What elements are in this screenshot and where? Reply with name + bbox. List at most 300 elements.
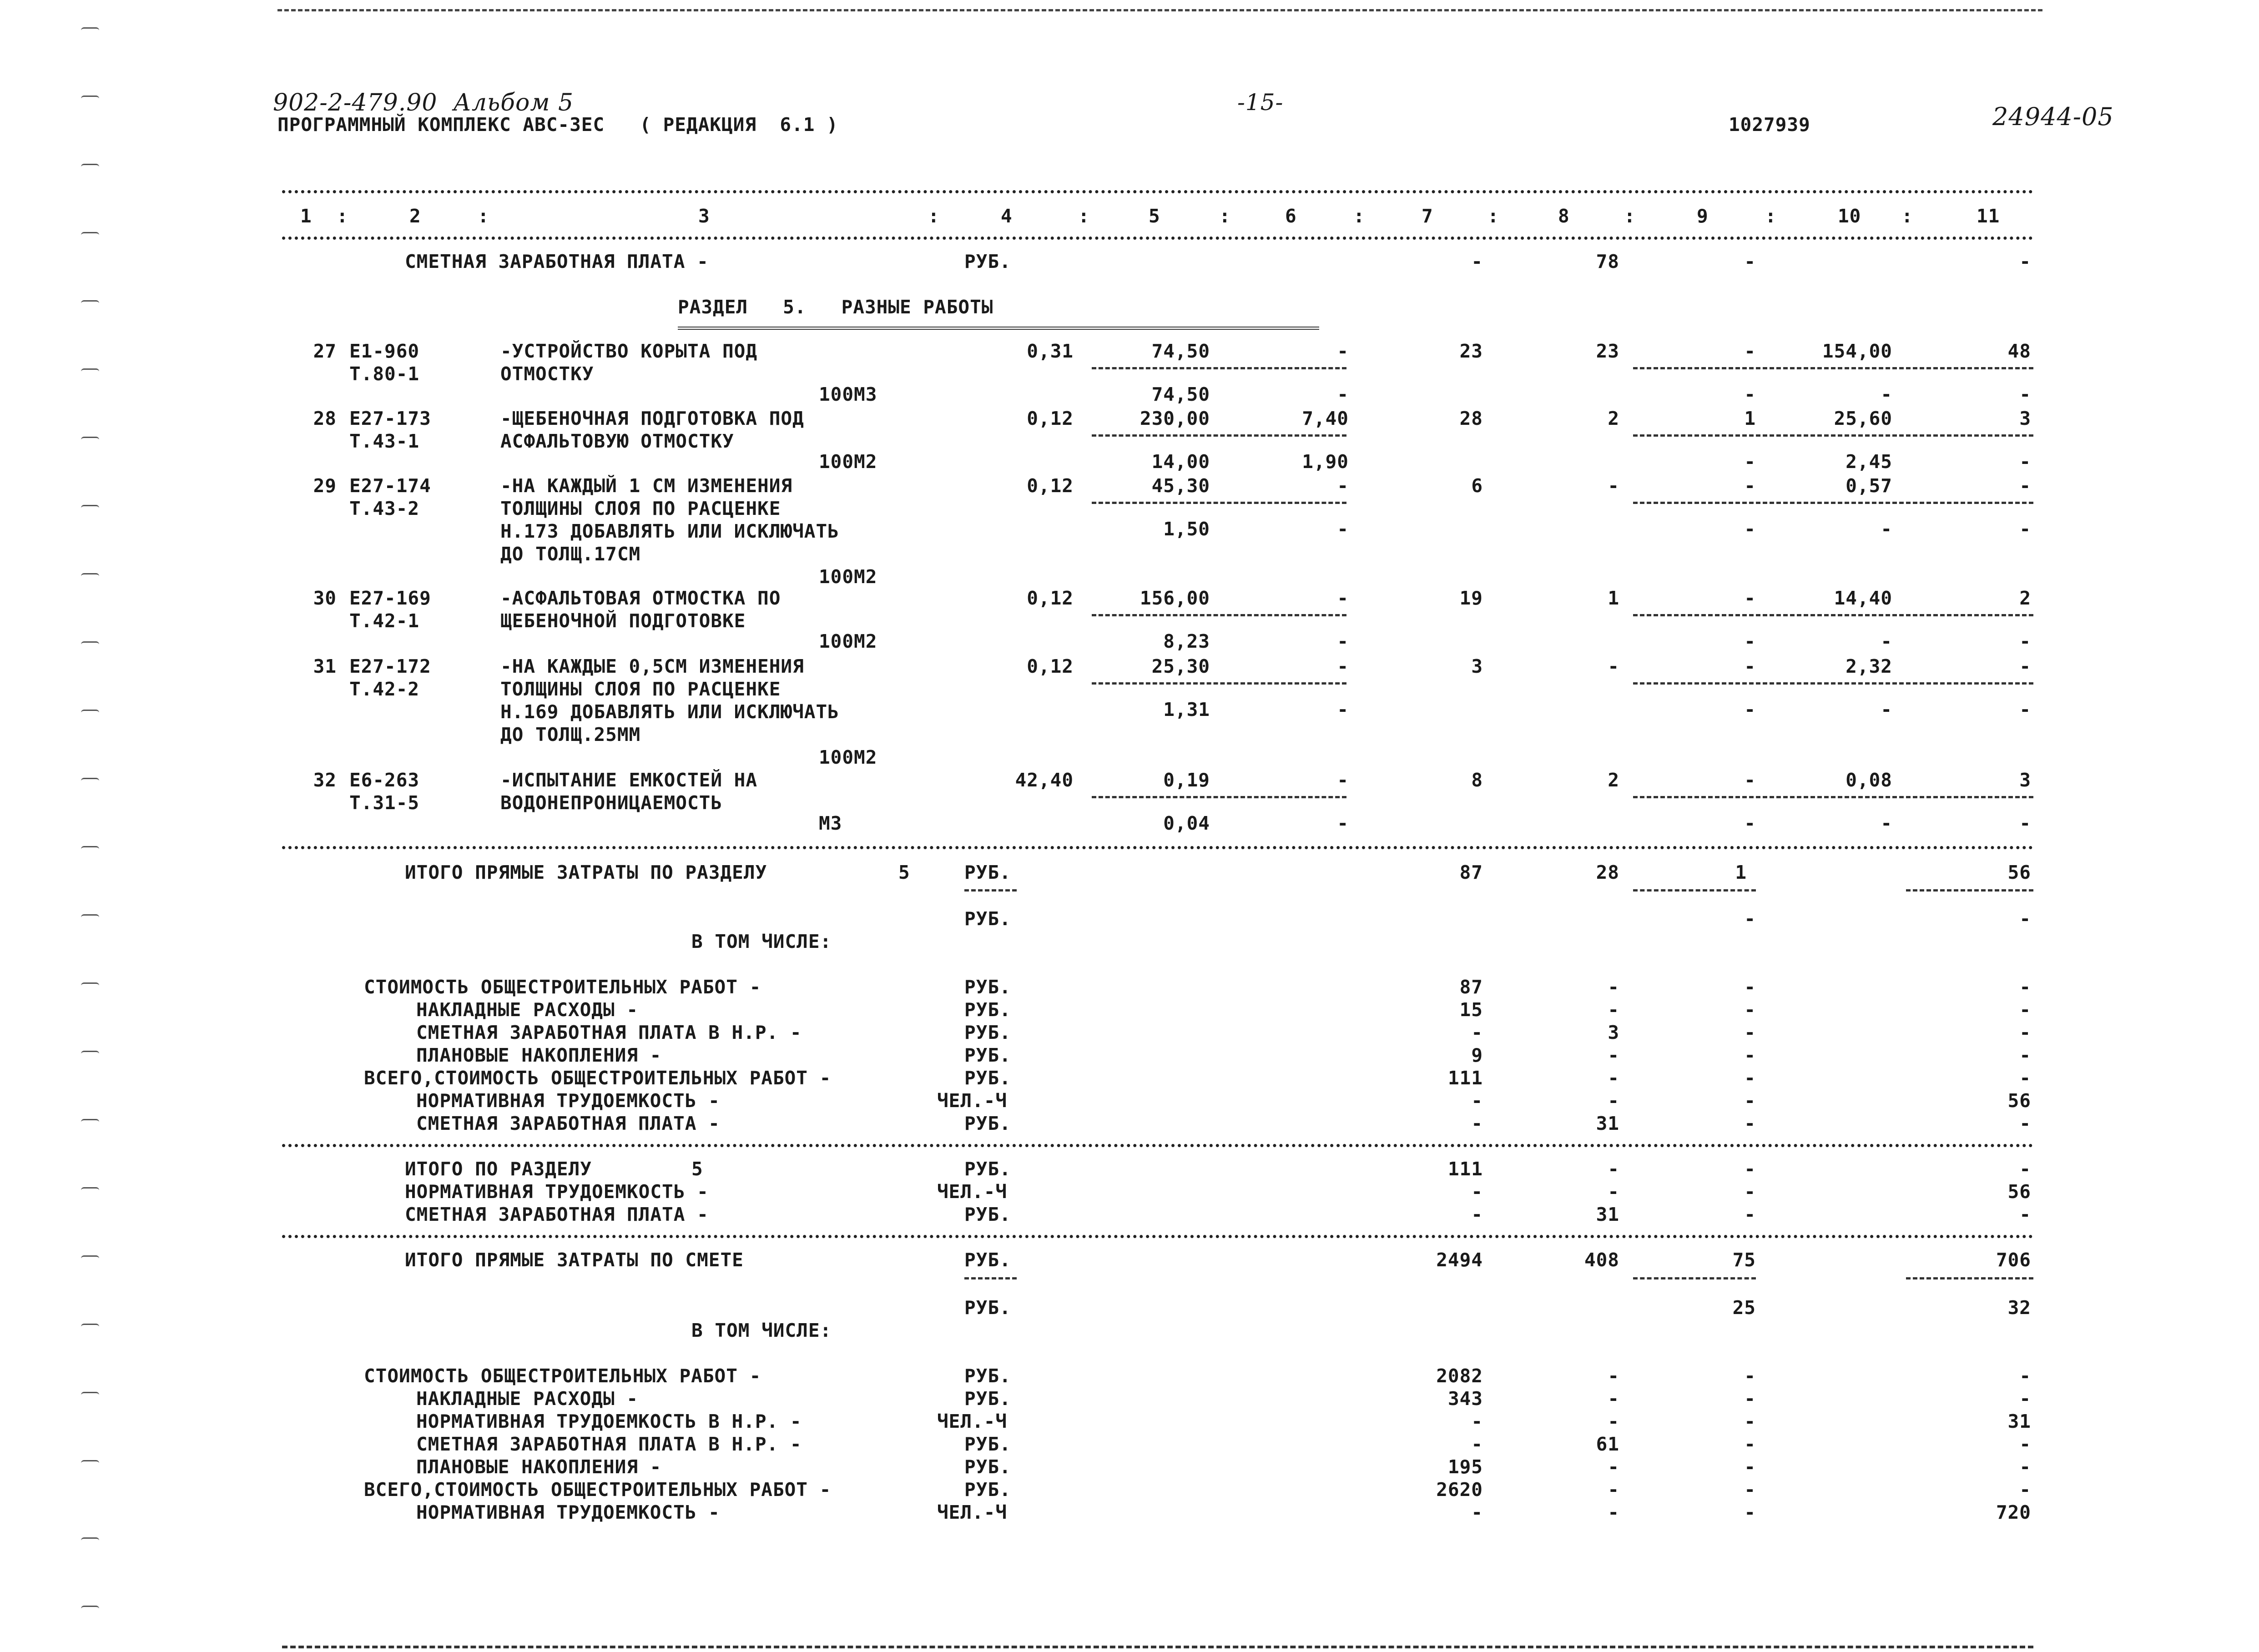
section-breakdown-c11: -	[2019, 999, 2031, 1021]
rule-after-items	[282, 846, 2033, 849]
rule-section-itogo	[282, 1144, 2033, 1147]
item-c5: 25,30	[1151, 655, 1210, 677]
estimate-breakdown-c8: 61	[1596, 1433, 1619, 1455]
section-breakdown-c11: -	[2019, 976, 2031, 998]
section-breakdown-c11: -	[2019, 1067, 2031, 1089]
section-breakdown-c8: -	[1608, 1090, 1619, 1112]
item-c5-sub: 1,31	[1163, 699, 1210, 720]
column-number: 9	[1697, 205, 1709, 227]
estimate-breakdown-label: ВСЕГО,СТОИМОСТЬ ОБЩЕСТРОИТЕЛЬНЫХ РАБОТ -	[364, 1479, 832, 1501]
section-breakdown-c9: -	[1744, 1113, 1756, 1134]
estimate-direct-c8: 408	[1584, 1249, 1619, 1271]
estimate-direct-unit: РУБ.	[964, 1249, 1011, 1271]
item-unit: 100М2	[819, 746, 877, 768]
item-sub-divider	[1092, 682, 1346, 685]
column-number: 3	[698, 205, 710, 227]
item-c10: 25,60	[1834, 408, 1892, 429]
column-number: 2	[409, 205, 421, 227]
section-breakdown-label: ПЛАНОВЫЕ НАКОПЛЕНИЯ -	[416, 1044, 662, 1066]
section-itogo-c7: -	[1471, 1181, 1483, 1203]
section-breakdown-c8: -	[1608, 1067, 1619, 1089]
item-description: -НА КАЖДЫЙ 1 СМ ИЗМЕНЕНИЯ	[500, 475, 793, 497]
item-number: 31	[313, 655, 337, 677]
section-itogo-c7: -	[1471, 1204, 1483, 1225]
carry-c8: 78	[1596, 251, 1619, 272]
estimate-breakdown-c7: 2082	[1436, 1365, 1483, 1387]
section-breakdown-c9: -	[1744, 1090, 1756, 1112]
section-breakdown-unit: РУБ.	[964, 999, 1011, 1021]
section-itogo-c7: 111	[1447, 1158, 1483, 1180]
column-separator: :	[1488, 205, 1499, 227]
estimate-breakdown-unit: РУБ.	[964, 1365, 1011, 1387]
item-c6-sub: -	[1337, 383, 1349, 405]
margin-scan-mark	[81, 232, 99, 235]
item-unit: 100М2	[819, 451, 877, 473]
section-breakdown-c9: -	[1744, 999, 1756, 1021]
estimate-breakdown-c11: -	[2019, 1365, 2031, 1387]
item-c10: 0,08	[1846, 769, 1892, 791]
bottom-scan-line	[282, 1646, 2033, 1648]
margin-scan-mark	[81, 1324, 99, 1327]
item-c5-sub: 14,00	[1151, 451, 1210, 473]
section-breakdown-c11: -	[2019, 1113, 2031, 1134]
item-description: ВОДОНЕПРОНИЦАЕМОСТЬ	[500, 792, 722, 814]
estimate-direct-c11: 706	[1996, 1249, 2031, 1271]
item-c10-sub: -	[1881, 699, 1892, 720]
item-c9-sub: -	[1744, 630, 1756, 652]
estimate-breakdown-unit: РУБ.	[964, 1433, 1011, 1455]
column-number: 10	[1838, 205, 1861, 227]
estimate-direct-unit-2: РУБ.	[964, 1297, 1011, 1319]
item-description: -УСТРОЙСТВО КОРЫТА ПОД	[500, 340, 758, 362]
item-c6: -	[1337, 587, 1349, 609]
item-c5: 45,30	[1151, 475, 1210, 497]
item-table-ref: Т.80-1	[349, 363, 420, 385]
section-breakdown-unit: РУБ.	[964, 976, 1011, 998]
section-breakdown-label: СТОИМОСТЬ ОБЩЕСТРОИТЕЛЬНЫХ РАБОТ -	[364, 976, 761, 998]
item-number: 30	[313, 587, 337, 609]
column-separator: :	[1901, 205, 1913, 227]
estimate-breakdown-c7: 343	[1447, 1388, 1483, 1410]
item-c6-sub: -	[1337, 518, 1349, 540]
margin-scan-mark	[81, 846, 99, 849]
section-breakdown-label: СМЕТНАЯ ЗАРАБОТНАЯ ПЛАТА В Н.Р. -	[416, 1022, 802, 1043]
column-number: 1	[300, 205, 312, 227]
item-quantity: 0,12	[1027, 587, 1074, 609]
section-breakdown-c7: -	[1471, 1022, 1483, 1043]
estimate-breakdown-unit: РУБ.	[964, 1388, 1011, 1410]
item-c8: 2	[1608, 408, 1619, 429]
estimate-breakdown-unit: РУБ.	[964, 1479, 1011, 1501]
item-c5: 156,00	[1140, 587, 1210, 609]
item-sub-divider	[1092, 502, 1346, 504]
column-number: 4	[1001, 205, 1013, 227]
column-number: 11	[1977, 205, 2000, 227]
estimate-direct-c9-sub: 25	[1732, 1297, 1756, 1319]
rule-top	[282, 190, 2033, 193]
item-c11-sub: -	[2019, 699, 2031, 720]
section-itogo-row-label: СМЕТНАЯ ЗАРАБОТНАЯ ПЛАТА -	[405, 1204, 709, 1225]
item-c10-sub: 2,45	[1846, 451, 1892, 473]
item-c5-sub: 1,50	[1163, 518, 1210, 540]
section-itogo-unit: РУБ.	[964, 1158, 1011, 1180]
item-c5: 0,19	[1163, 769, 1210, 791]
section-breakdown-c8: -	[1608, 999, 1619, 1021]
section-breakdown-c11: 56	[2007, 1090, 2031, 1112]
estimate-breakdown-c9: -	[1744, 1456, 1756, 1478]
item-c5-sub: 0,04	[1163, 812, 1210, 834]
item-c10: 2,32	[1846, 655, 1892, 677]
estimate-breakdown-c8: -	[1608, 1388, 1619, 1410]
item-c9-sub: -	[1744, 518, 1756, 540]
estimate-breakdown-label: СМЕТНАЯ ЗАРАБОТНАЯ ПЛАТА В Н.Р. -	[416, 1433, 802, 1455]
item-description: Н.169 ДОБАВЛЯТЬ ИЛИ ИСКЛЮЧАТЬ	[500, 701, 839, 723]
item-code: Е27-173	[349, 408, 431, 429]
section-breakdown-unit: РУБ.	[964, 1113, 1011, 1134]
section-breakdown-c9: -	[1744, 1044, 1756, 1066]
estimate-direct-label: ИТОГО ПРЯМЫЕ ЗАТРАТЫ ПО СМЕТЕ	[405, 1249, 744, 1271]
margin-scan-mark	[81, 505, 99, 508]
item-code: Е6-263	[349, 769, 420, 791]
section-breakdown-c8: -	[1608, 976, 1619, 998]
sub-divider	[1633, 1277, 1756, 1279]
item-number: 27	[313, 340, 337, 362]
rule-header	[282, 237, 2033, 240]
item-c10: 14,40	[1834, 587, 1892, 609]
item-c7: 8	[1471, 769, 1483, 791]
sub-divider	[1633, 889, 1756, 891]
item-description: ОТМОСТКУ	[500, 363, 594, 385]
item-c9: -	[1744, 655, 1756, 677]
section-itogo-row-label: НОРМАТИВНАЯ ТРУДОЕМКОСТЬ -	[405, 1181, 709, 1203]
item-quantity: 0,12	[1027, 408, 1074, 429]
section-breakdown-c9: -	[1744, 976, 1756, 998]
item-c11-sub: -	[2019, 812, 2031, 834]
column-number: 6	[1285, 205, 1297, 227]
estimate-breakdown-c11: -	[2019, 1479, 2031, 1501]
item-c9: -	[1744, 475, 1756, 497]
item-c9-sub: -	[1744, 812, 1756, 834]
column-separator: :	[1353, 205, 1365, 227]
margin-scan-mark	[81, 27, 99, 30]
column-separator: :	[337, 205, 348, 227]
section-direct-c11: 56	[2007, 861, 2031, 883]
estimate-breakdown-c11: 720	[1996, 1501, 2031, 1523]
section-direct-c11-sub: -	[2019, 908, 2031, 930]
estimate-breakdown-label: НОРМАТИВНАЯ ТРУДОЕМКОСТЬ В Н.Р. -	[416, 1410, 802, 1432]
item-c9-sub: -	[1744, 383, 1756, 405]
item-c7: 19	[1459, 587, 1483, 609]
carry-unit: РУБ.	[964, 251, 1011, 272]
item-c10-sub: -	[1881, 812, 1892, 834]
section-itogo-unit: РУБ.	[964, 1204, 1011, 1225]
section-breakdown-c8: 3	[1608, 1022, 1619, 1043]
margin-scan-mark	[81, 1606, 99, 1609]
item-description: ДО ТОЛЩ.25ММ	[500, 724, 641, 745]
estimate-breakdown-c8: -	[1608, 1479, 1619, 1501]
item-c8: 1	[1608, 587, 1619, 609]
section-direct-c8: 28	[1596, 861, 1619, 883]
section-breakdown-unit: РУБ.	[964, 1022, 1011, 1043]
item-quantity: 42,40	[1015, 769, 1074, 791]
margin-scan-mark	[81, 1119, 99, 1122]
page-number: -15-	[1237, 89, 1284, 116]
margin-scan-mark	[81, 300, 99, 303]
estimate-direct-c7: 2494	[1436, 1249, 1483, 1271]
margin-scan-mark	[81, 164, 99, 167]
estimate-breakdown-unit: ЧЕЛ.-Ч	[937, 1501, 1008, 1523]
section-direct-c9: 1	[1735, 861, 1747, 883]
margin-scan-mark	[81, 96, 99, 99]
column-number: 5	[1149, 205, 1160, 227]
item-description: ТОЛЩИНЫ СЛОЯ ПО РАСЦЕНКЕ	[500, 678, 781, 700]
section-breakdown-unit: ЧЕЛ.-Ч	[937, 1090, 1008, 1112]
item-number: 28	[313, 408, 337, 429]
margin-scan-mark	[81, 437, 99, 440]
section-direct-unit-2: РУБ.	[964, 908, 1011, 930]
rule-estimate-totals	[282, 1235, 2033, 1238]
item-c11-sub: -	[2019, 518, 2031, 540]
item-c5: 74,50	[1151, 340, 1210, 362]
item-sub-divider	[1633, 682, 2033, 685]
estimate-direct-c11-sub: 32	[2007, 1297, 2031, 1319]
item-c6: -	[1337, 655, 1349, 677]
margin-scan-mark	[81, 710, 99, 713]
estimate-breakdown-c9: -	[1744, 1410, 1756, 1432]
section-breakdown-unit: РУБ.	[964, 1044, 1011, 1066]
section-itogo-label: ИТОГО ПО РАЗДЕЛУ	[405, 1158, 592, 1180]
estimate-breakdown-c8: -	[1608, 1365, 1619, 1387]
item-table-ref: Т.43-2	[349, 498, 420, 519]
item-c10: 154,00	[1822, 340, 1892, 362]
estimate-breakdown-label: СТОИМОСТЬ ОБЩЕСТРОИТЕЛЬНЫХ РАБОТ -	[364, 1365, 761, 1387]
section-breakdown-label: СМЕТНАЯ ЗАРАБОТНАЯ ПЛАТА -	[416, 1113, 720, 1134]
item-c10-sub: -	[1881, 630, 1892, 652]
unit-divider	[964, 889, 1017, 891]
margin-scan-mark	[81, 641, 99, 645]
item-c11: 3	[2019, 769, 2031, 791]
section-breakdown-label: ВСЕГО,СТОИМОСТЬ ОБЩЕСТРОИТЕЛЬНЫХ РАБОТ -	[364, 1067, 832, 1089]
item-c8: -	[1608, 655, 1619, 677]
item-c11: -	[2019, 475, 2031, 497]
carry-label: СМЕТНАЯ ЗАРАБОТНАЯ ПЛАТА -	[405, 251, 709, 272]
item-quantity: 0,12	[1027, 655, 1074, 677]
item-code: Е27-172	[349, 655, 431, 677]
section-breakdown-c7: 111	[1447, 1067, 1483, 1089]
item-c9-sub: -	[1744, 451, 1756, 473]
item-c6-sub: -	[1337, 699, 1349, 720]
item-description: АСФАЛЬТОВУЮ ОТМОСТКУ	[500, 430, 734, 452]
item-code: Е27-169	[349, 587, 431, 609]
item-c11: 2	[2019, 587, 2031, 609]
estimate-breakdown-label: ПЛАНОВЫЕ НАКОПЛЕНИЯ -	[416, 1456, 662, 1478]
item-sub-divider	[1633, 614, 2033, 616]
item-c5-sub: 8,23	[1163, 630, 1210, 652]
estimate-breakdown-c7: -	[1471, 1410, 1483, 1432]
item-c9-sub: -	[1744, 699, 1756, 720]
estimate-breakdown-c9: -	[1744, 1365, 1756, 1387]
column-separator: :	[1078, 205, 1090, 227]
item-description: -НА КАЖДЫЕ 0,5СМ ИЗМЕНЕНИЯ	[500, 655, 804, 677]
item-sub-divider	[1633, 434, 2033, 437]
item-c9: -	[1744, 340, 1756, 362]
item-unit: 100М3	[819, 383, 877, 405]
section-itogo-number: 5	[691, 1158, 703, 1180]
section-itogo-c8: 31	[1596, 1204, 1619, 1225]
section-breakdown-c7: 9	[1471, 1044, 1483, 1066]
item-c10: 0,57	[1846, 475, 1892, 497]
item-c9: -	[1744, 769, 1756, 791]
section-direct-unit: РУБ.	[964, 861, 1011, 883]
section-direct-label: ИТОГО ПРЯМЫЕ ЗАТРАТЫ ПО РАЗДЕЛУ	[405, 861, 767, 883]
item-sub-divider	[1092, 367, 1346, 369]
stamp-number: 24944-05	[1992, 102, 2114, 131]
section-itogo-c9: -	[1744, 1158, 1756, 1180]
margin-scan-mark	[81, 982, 99, 986]
program-line: ПРОГРАММНЫЙ КОМПЛЕКС АВС-3ЕС ( РЕДАКЦИЯ 6.1 )	[277, 114, 838, 136]
item-c6-sub: -	[1337, 630, 1349, 652]
section-breakdown-label: НАКЛАДНЫЕ РАСХОДЫ -	[416, 999, 638, 1021]
doc-number: 1027939	[1729, 114, 1810, 136]
item-c9: 1	[1744, 408, 1756, 429]
item-description: ТОЛЩИНЫ СЛОЯ ПО РАСЦЕНКЕ	[500, 498, 781, 519]
column-separator: :	[1624, 205, 1636, 227]
item-c7: 28	[1459, 408, 1483, 429]
estimate-breakdown-label: НОРМАТИВНАЯ ТРУДОЕМКОСТЬ -	[416, 1501, 720, 1523]
carry-c11: -	[2019, 251, 2031, 272]
section-including-label: В ТОМ ЧИСЛЕ:	[691, 931, 832, 952]
item-c6: -	[1337, 475, 1349, 497]
margin-scan-mark	[81, 1537, 99, 1541]
section-direct-number: 5	[898, 861, 910, 883]
item-description: Н.173 ДОБАВЛЯТЬ ИЛИ ИСКЛЮЧАТЬ	[500, 520, 839, 542]
item-sub-divider	[1092, 796, 1346, 798]
item-sub-divider	[1633, 796, 2033, 798]
item-description: -АСФАЛЬТОВАЯ ОТМОСТКА ПО	[500, 587, 781, 609]
section-breakdown-c9: -	[1744, 1022, 1756, 1043]
item-c9: -	[1744, 587, 1756, 609]
item-c10-sub: -	[1881, 383, 1892, 405]
estimate-breakdown-c11: -	[2019, 1433, 2031, 1455]
margin-scan-mark	[81, 914, 99, 917]
item-c7: 23	[1459, 340, 1483, 362]
top-scan-line	[277, 9, 2042, 11]
section-itogo-c11: 56	[2007, 1181, 2031, 1203]
carry-c7: -	[1471, 251, 1483, 272]
estimate-breakdown-c11: 31	[2007, 1410, 2031, 1432]
estimate-breakdown-label: НАКЛАДНЫЕ РАСХОДЫ -	[416, 1388, 638, 1410]
margin-scan-mark	[81, 1187, 99, 1190]
margin-scan-mark	[81, 1460, 99, 1463]
item-unit: 100М2	[819, 630, 877, 652]
item-c6: -	[1337, 769, 1349, 791]
item-c6: 7,40	[1302, 408, 1349, 429]
item-sub-divider	[1633, 367, 2033, 369]
section-breakdown-c7: -	[1471, 1090, 1483, 1112]
item-sub-divider	[1633, 502, 2033, 504]
item-c6-sub: 1,90	[1302, 451, 1349, 473]
section-breakdown-c7: -	[1471, 1113, 1483, 1134]
item-description: ЩЕБЕНОЧНОЙ ПОДГОТОВКЕ	[500, 610, 746, 632]
item-code: Е27-174	[349, 475, 431, 497]
section-itogo-c8: -	[1608, 1181, 1619, 1203]
section-itogo-c8: -	[1608, 1158, 1619, 1180]
section-breakdown-c7: 87	[1459, 976, 1483, 998]
estimate-including-label: В ТОМ ЧИСЛЕ:	[691, 1320, 832, 1341]
section-title: РАЗДЕЛ 5. РАЗНЫЕ РАБОТЫ	[678, 296, 993, 318]
estimate-breakdown-c11: -	[2019, 1388, 2031, 1410]
section-direct-c9-sub: -	[1744, 908, 1756, 930]
item-c8: 2	[1608, 769, 1619, 791]
item-c8: -	[1608, 475, 1619, 497]
item-table-ref: Т.31-5	[349, 792, 420, 814]
estimate-breakdown-c9: -	[1744, 1501, 1756, 1523]
item-c6: -	[1337, 340, 1349, 362]
section-itogo-c11: -	[2019, 1204, 2031, 1225]
estimate-breakdown-c8: -	[1608, 1456, 1619, 1478]
item-c11: 3	[2019, 408, 2031, 429]
item-c11: 48	[2007, 340, 2031, 362]
estimate-breakdown-c8: -	[1608, 1410, 1619, 1432]
item-description: ДО ТОЛЩ.17СМ	[500, 543, 641, 565]
estimate-breakdown-c7: -	[1471, 1433, 1483, 1455]
margin-scan-mark	[81, 368, 99, 372]
item-c6-sub: -	[1337, 812, 1349, 834]
column-number: 7	[1422, 205, 1433, 227]
section-itogo-c9: -	[1744, 1204, 1756, 1225]
sub-divider	[1906, 1277, 2033, 1279]
item-sub-divider	[1092, 434, 1346, 437]
item-c11: -	[2019, 655, 2031, 677]
section-breakdown-c7: 15	[1459, 999, 1483, 1021]
estimate-direct-c9: 75	[1732, 1249, 1756, 1271]
item-sub-divider	[1092, 614, 1346, 616]
section-breakdown-c8: 31	[1596, 1113, 1619, 1134]
album-ref: 902-2-479.90 Альбом 5	[273, 89, 574, 116]
estimate-breakdown-c7: -	[1471, 1501, 1483, 1523]
estimate-breakdown-c9: -	[1744, 1479, 1756, 1501]
item-table-ref: Т.42-1	[349, 610, 420, 632]
estimate-breakdown-c7: 195	[1447, 1456, 1483, 1478]
estimate-breakdown-c9: -	[1744, 1388, 1756, 1410]
unit-divider	[964, 1277, 1017, 1279]
section-title-underline	[678, 327, 1319, 330]
item-c11-sub: -	[2019, 451, 2031, 473]
item-c5-sub: 74,50	[1151, 383, 1210, 405]
item-code: Е1-960	[349, 340, 420, 362]
section-itogo-c11: -	[2019, 1158, 2031, 1180]
item-table-ref: Т.42-2	[349, 678, 420, 700]
margin-scan-mark	[81, 1392, 99, 1395]
estimate-breakdown-unit: РУБ.	[964, 1456, 1011, 1478]
section-breakdown-c9: -	[1744, 1067, 1756, 1089]
section-breakdown-unit: РУБ.	[964, 1067, 1011, 1089]
margin-scan-mark	[81, 778, 99, 781]
section-breakdown-c11: -	[2019, 1044, 2031, 1066]
margin-scan-mark	[81, 1051, 99, 1054]
column-separator: :	[478, 205, 489, 227]
item-c10-sub: -	[1881, 518, 1892, 540]
column-separator: :	[928, 205, 940, 227]
item-c7: 6	[1471, 475, 1483, 497]
item-c11-sub: -	[2019, 383, 2031, 405]
section-itogo-unit: ЧЕЛ.-Ч	[937, 1181, 1008, 1203]
carry-c9: -	[1744, 251, 1756, 272]
estimate-breakdown-unit: ЧЕЛ.-Ч	[937, 1410, 1008, 1432]
section-itogo-c9: -	[1744, 1181, 1756, 1203]
estimate-breakdown-c9: -	[1744, 1433, 1756, 1455]
item-number: 29	[313, 475, 337, 497]
